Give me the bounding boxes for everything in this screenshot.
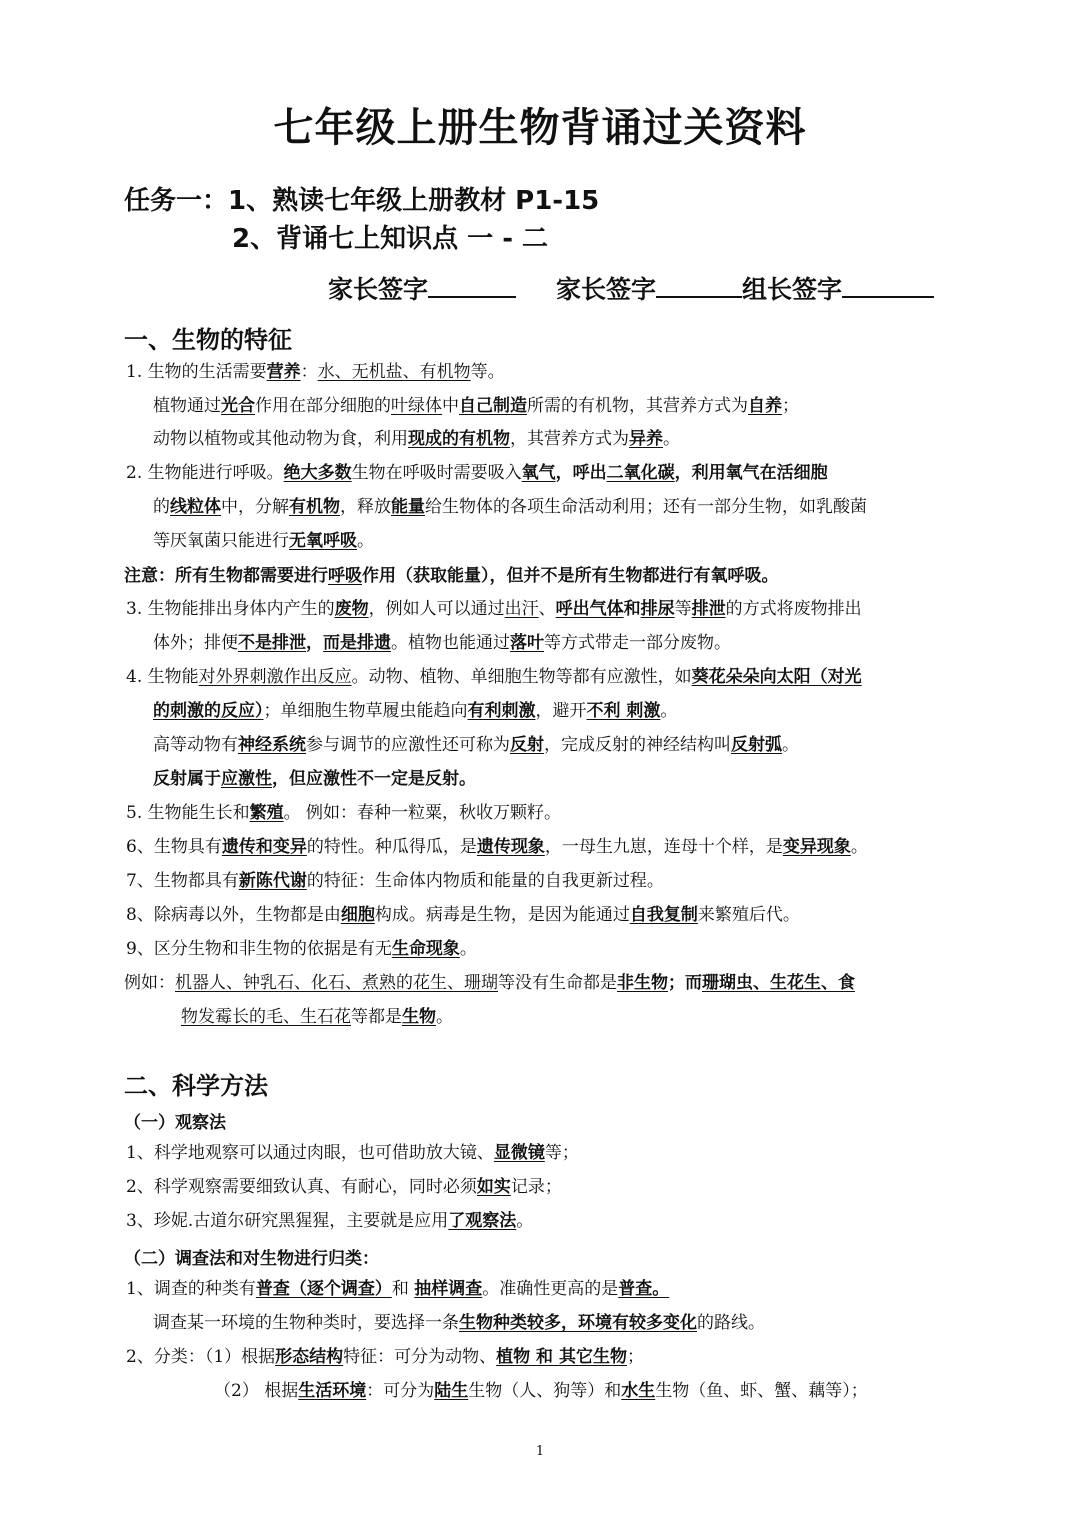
paragraph-8: 8、除病毒以外，生物都是由细胞构成。病毒是生物，是因为能通过自我复制来繁殖后代。 bbox=[126, 905, 800, 925]
classification-line-2: （2） 根据生活环境：可分为陆生生物（人、狗等）和水生生物（鱼、虾、蟹、藕等）； bbox=[214, 1381, 868, 1401]
paragraph-1-line-1: 1. 生物的生活需要营养：水、无机盐、有机物等。 bbox=[126, 362, 505, 382]
section-heading-2: 二、科学方法 bbox=[124, 1072, 268, 1100]
paragraph-4-line-4: 反射属于应激性，但应激性不一定是反射。 bbox=[153, 769, 476, 789]
example-line-1: 例如：机器人、钟乳石、化石、煮熟的花生、珊瑚等没有生命都是非生物；而珊瑚虫、生花生、食 bbox=[124, 973, 855, 993]
paragraph-4-line-3: 高等动物有神经系统参与调节的应激性还可称为反射，完成反射的神经结构叫反射弧。 bbox=[153, 735, 799, 755]
paragraph-1-line-3: 动物以植物或其他动物为食，利用现成的有机物，其营养方式为异养。 bbox=[153, 429, 680, 449]
paragraph-2-line-1: 2. 生物能进行呼吸。绝大多数生物在呼吸时需要吸入氧气，呼出二氧化碳，利用氧气在活细胞 bbox=[126, 463, 828, 483]
signature-group-leader: 组长签字 bbox=[742, 270, 934, 306]
paragraph-1-line-2: 植物通过光合作用在部分细胞的叶绿体中自己制造所需的有机物，其营养方式为自养； bbox=[153, 396, 799, 416]
classification-line-1: 2、分类：（1）根据形态结构特征：可分为动物、植物 和 其它生物； bbox=[126, 1347, 644, 1367]
subsection-survey: （二）调查法和对生物进行归类： bbox=[124, 1249, 379, 1269]
paragraph-4-line-1: 4. 生物能对外界刺激作出反应。动物、植物、单细胞生物等都有应激性，如葵花朵朵向太阳（对光 bbox=[126, 667, 862, 687]
observation-3: 3、珍妮.古道尔研究黑猩猩，主要就是应用了观察法。 bbox=[126, 1211, 534, 1231]
paragraph-5: 5. 生物能生长和繁殖。 例如：春种一粒粟，秋收万颗籽。 bbox=[126, 803, 562, 823]
signature-parent-2: 家长签字 bbox=[556, 270, 742, 306]
task-line-1: 任务一：1、熟读七年级上册教材 P1-15 bbox=[124, 186, 600, 216]
survey-1-line-2: 调查某一环境的生物种类时，要选择一条生物种类较多，环境有较多变化的路线。 bbox=[153, 1313, 765, 1333]
example-line-2: 物发霉长的毛、生石花等都是生物。 bbox=[181, 1007, 453, 1027]
note-line: 注意：所有生物都需要进行呼吸作用（获取能量），但并不是所有生物都进行有氧呼吸。 bbox=[124, 566, 779, 586]
paragraph-2-line-2: 的线粒体中，分解有机物，释放能量给生物体的各项生命活动利用；还有一部分生物，如乳酸菌 bbox=[153, 497, 867, 517]
survey-1-line-1: 1、调查的种类有普查（逐个调查）和 抽样调查。准确性更高的是普查。 bbox=[126, 1279, 670, 1299]
page-number: 1 bbox=[535, 1444, 545, 1459]
signature-blank bbox=[842, 274, 934, 298]
paragraph-3-line-1: 3. 生物能排出身体内产生的废物，例如人可以通过出汗、呼出气体和排尿等排泄的方式将废物排出 bbox=[126, 599, 862, 619]
paragraph-4-line-2: 的刺激的反应）；单细胞生物草履虫能趋向有利刺激，避开不利 刺激。 bbox=[153, 701, 678, 721]
signature-parent-1: 家长签字 bbox=[328, 270, 516, 306]
signature-row bbox=[328, 270, 968, 306]
signature-blank bbox=[656, 274, 742, 298]
section-heading-1: 一、生物的特征 bbox=[124, 326, 292, 354]
task-line-2: 2、背诵七上知识点 一 - 二 bbox=[232, 224, 549, 254]
subsection-observation: （一）观察法 bbox=[124, 1113, 226, 1133]
paragraph-7: 7、生物都具有新陈代谢的特征：生命体内物质和能量的自我更新过程。 bbox=[126, 871, 664, 891]
signature-blank bbox=[428, 274, 516, 298]
observation-2: 2、科学观察需要细致认真、有耐心，同时必须如实记录； bbox=[126, 1177, 562, 1197]
observation-1: 1、科学地观察可以通过肉眼，也可借助放大镜、显微镜等； bbox=[126, 1143, 579, 1163]
page-title: 七年级上册生物背诵过关资料 bbox=[273, 105, 807, 151]
paragraph-6: 6、生物具有遗传和变异的特性。种瓜得瓜，是遗传现象，一母生九崽，连母十个样，是变异现象。 bbox=[126, 837, 868, 857]
paragraph-3-line-2: 体外；排便不是排泄，而是排遗。植物也能通过落叶等方式带走一部分废物。 bbox=[153, 633, 731, 653]
paragraph-2-line-3: 等厌氧菌只能进行无氧呼吸。 bbox=[153, 531, 374, 551]
paragraph-9: 9、区分生物和非生物的依据是有无生命现象。 bbox=[126, 939, 477, 959]
